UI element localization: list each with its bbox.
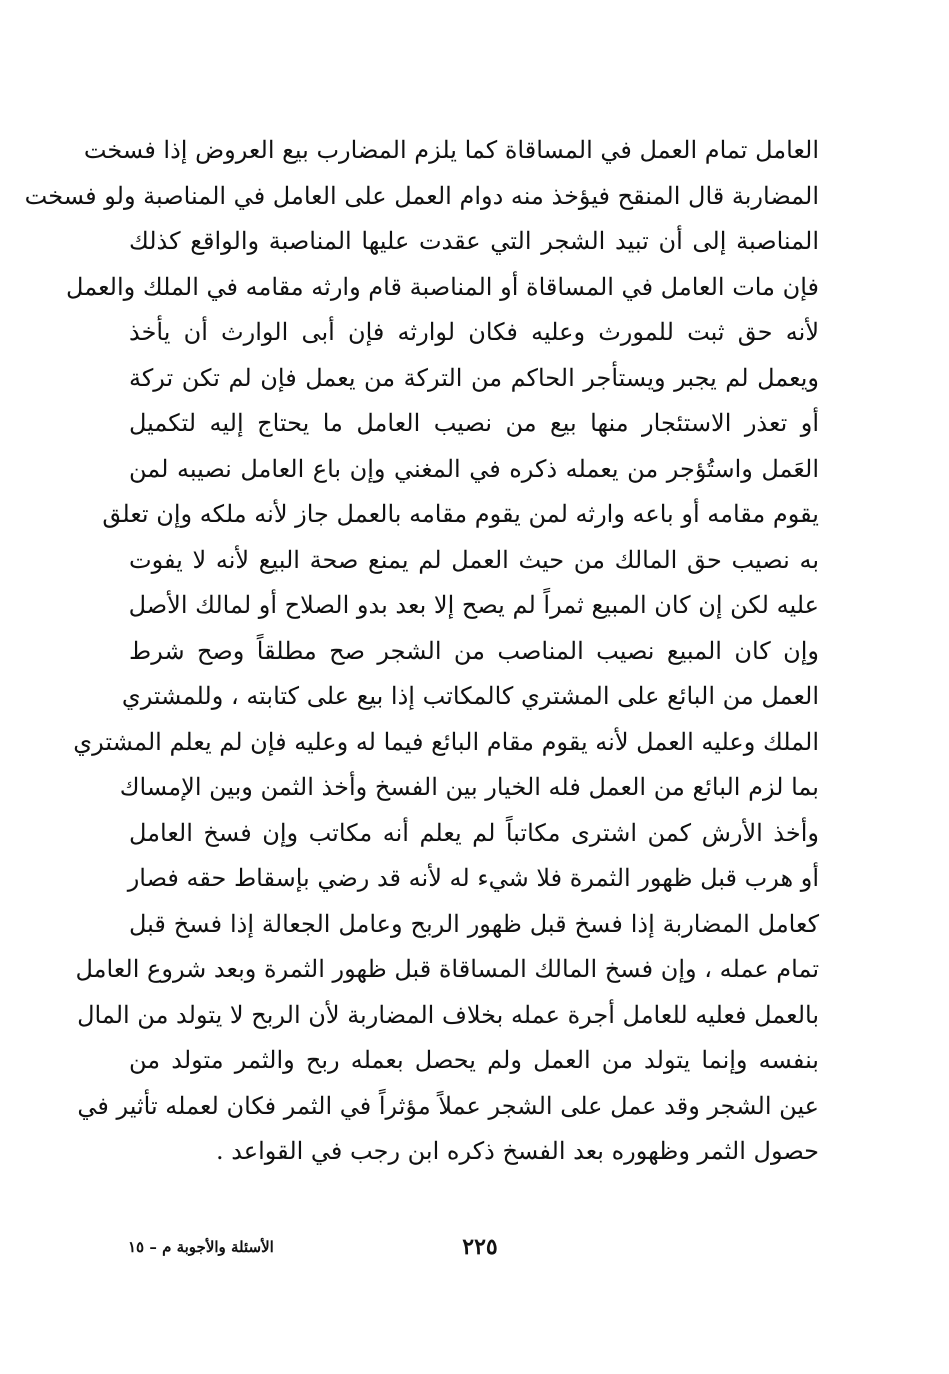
text-line: وأخذ الأرش كمن اشترى مكاتباً لم يعلم أنه مكاتب وإن فسخ العامل: [129, 818, 819, 847]
text-line: تمام عمله ، وإن فسخ المالك المساقاة قبل ظهور الثمرة وبعد شروع العامل: [75, 955, 819, 983]
text-line: المناصبة إلى أن تبيد الشجر التي عقدت عليها المناصبة والواقع كذلك: [129, 227, 819, 255]
text-line: أو هرب قبل ظهور الثمرة فلا شيء له لأنه قد رضي بإسقاط حقه فصار: [127, 864, 819, 892]
text-line: ويعمل لم يجبر ويستأجر الحاكم من التركة من يعمل فإن لم تكن تركة: [129, 363, 819, 392]
text-line: عليه لكن إن كان المبيع ثمراً لم يصح إلا بعد بدو الصلاح أو لمالك الأصل: [128, 591, 819, 619]
footer-reference: الأسئلة والأجوبة م – ١٥: [128, 1238, 274, 1256]
text-line: فإن مات العامل في المساقاة أو المناصبة قام وارثه مقامه في الملك والعمل: [66, 272, 819, 301]
text-line: المضاربة قال المنقح فيؤخذ منه دوام العمل على العامل في المناصبة ولو فسخت: [24, 181, 819, 210]
text-line: العامل تمام العمل في المساقاة كما يلزم المضارب بيع العروض إذا فسخت: [83, 136, 819, 164]
body-text: [24, 128, 820, 1175]
text-line: بما لزم البائع من العمل فله الخيار بين الفسخ وأخذ الثمن وبين الإمساك: [119, 773, 819, 801]
text-line: به نصيب حق المالك من حيث العمل لم يمنع صحة البيع لأنه لا يفوت: [129, 545, 819, 574]
text-line: العمل من البائع على المشتري كالمكاتب إذا بيع على كتابته ، وللمشتري: [121, 682, 819, 710]
text-line: بالعمل فعليه للعامل أجرة عمله بخلاف المضاربة لأن الربح لا يتولد من المال: [77, 1000, 819, 1029]
page-footer: [0, 1232, 949, 1262]
text-line: العَمل واستُؤجر من يعمله ذكره في المغني وإن باع العامل نصيبه لمن: [129, 454, 819, 483]
text-line-last: حصول الثمر وظهوره بعد الفسخ ذكره ابن رجب في القواعد .: [215, 1137, 819, 1165]
text-line: يقوم مقامه أو باعه وارثه لمن يقوم مقامه بالعمل جاز لأنه ملكه وإن تعلق: [102, 500, 819, 528]
text-line: عين الشجر وقد عمل على الشجر عملاً مؤثراً في الثمر فكان لعمله تأثير في: [77, 1091, 819, 1120]
text-line: لأنه حق ثبت للمورث وعليه فكان لوارثه فإن أبى الوارث أن يأخذ: [129, 318, 820, 346]
text-line: وإن كان المبيع نصيب المناصب من الشجر صح مطلقاً وصح شرط: [129, 636, 820, 665]
page-number: ٢٢٥: [462, 1234, 498, 1260]
text-line: بنفسه وإنما يتولد من العمل ولم يحصل بعمله ربح والثمر متولد من: [129, 1046, 819, 1074]
text-line: كعامل المضاربة إذا فسخ قبل ظهور الربح وعامل الجعالة إذا فسخ قبل: [129, 909, 819, 938]
text-line: أو تعذر الاستئجار منها بيع من نصيب العامل ما يحتاج إليه لتكميل: [129, 409, 819, 437]
text-line: الملك وعليه العمل لأنه يقوم مقام البائع فيما له وعليه فإن لم يعلم المشتري: [73, 727, 819, 756]
